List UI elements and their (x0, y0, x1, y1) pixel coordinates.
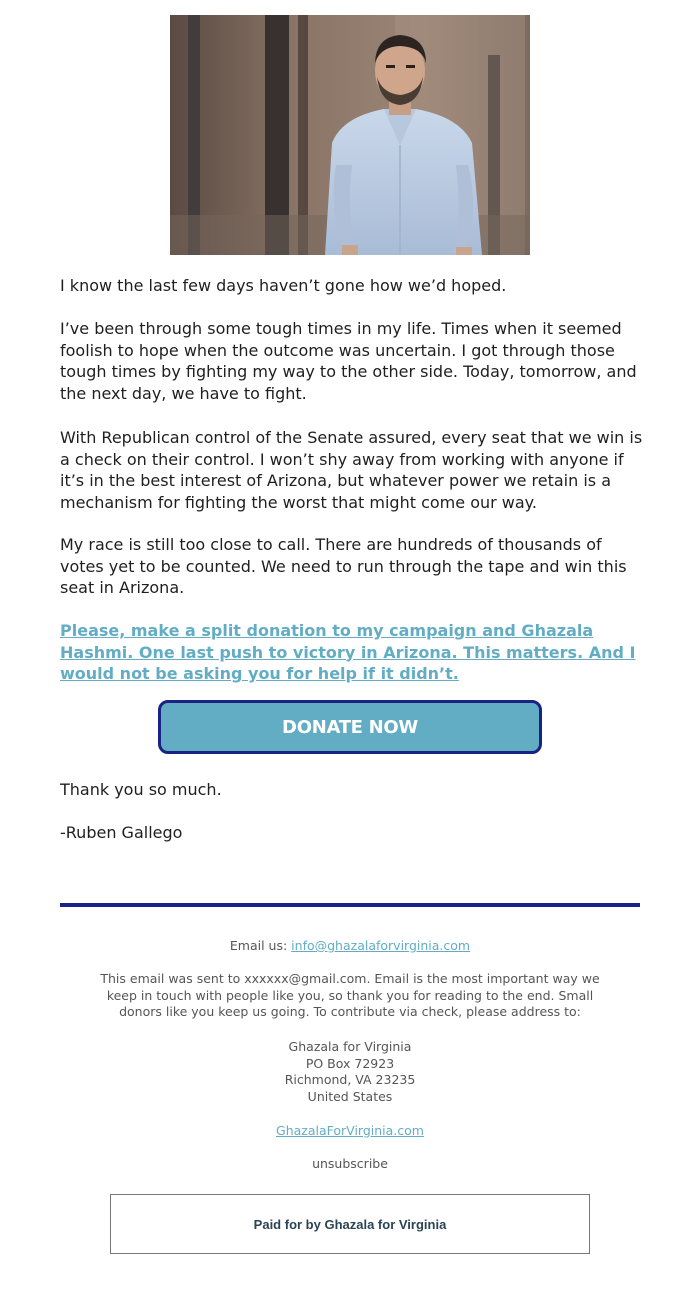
thanks-line: Thank you so much. (60, 780, 222, 799)
address-line-2: PO Box 72923 (305, 1055, 395, 1071)
address-line-3: Richmond, VA 23235 (284, 1072, 416, 1088)
signature: -Ruben Gallego (60, 823, 183, 842)
footer-site-line (85, 1123, 615, 1140)
hero-photo (170, 15, 530, 255)
unsubscribe-link[interactable]: unsubscribe (312, 1156, 388, 1171)
donate-now-button[interactable]: DONATE NOW (158, 700, 542, 754)
paragraph-2: I’ve been through some tough times in my life. Times when it seemed foolish to hope when the outcome was uncertain. I got through those tough times by fighting my way to the other side. Today, tomorrow, and the next day, we have to fight. (60, 319, 637, 403)
footer-email-link[interactable]: info@ghazalaforvirginia.com (291, 938, 471, 953)
address-line-4: United States (307, 1089, 393, 1105)
footer-note: This email was sent to xxxxxx@gmail.com. Email is the most important way we keep in touch with people like you, so thank you for reading to the end. Small donors like you keep us going. To contribute via check, please address to: (100, 971, 600, 1020)
email-prefix: Email us: (229, 938, 292, 953)
paragraph-3: With Republican control of the Senate assured, every seat that we win is a check on their control. I won’t shy away from working with anyone if it’s in the best interest of Arizona, but whatever power we retain is a mechanism for fighting the worst that might come our way. (60, 428, 643, 512)
footer-email-line (85, 938, 615, 955)
paragraph-1: I know the last few days haven’t gone how we’d hoped. (60, 276, 507, 295)
address-line-1: Ghazala for Virginia (288, 1039, 412, 1054)
website-link[interactable]: GhazalaForVirginia.com (276, 1123, 424, 1138)
split-donation-link[interactable]: Please, make a split donation to my campaign and Ghazala Hashmi. One last push to victory in Arizona. This matters. And I would not be asking you for help if it didn’t. (60, 621, 636, 683)
portrait-illustration (170, 15, 530, 255)
paid-for-disclaimer: Paid for by Ghazala for Virginia (110, 1194, 590, 1254)
footer-divider (60, 903, 640, 907)
paragraph-4: My race is still too close to call. There are hundreds of thousands of votes yet to be counted. We need to run through the tape and win this seat in Arizona. (60, 535, 627, 597)
mailing-address (85, 1039, 615, 1106)
bottom-spacer (0, 1280, 700, 1290)
